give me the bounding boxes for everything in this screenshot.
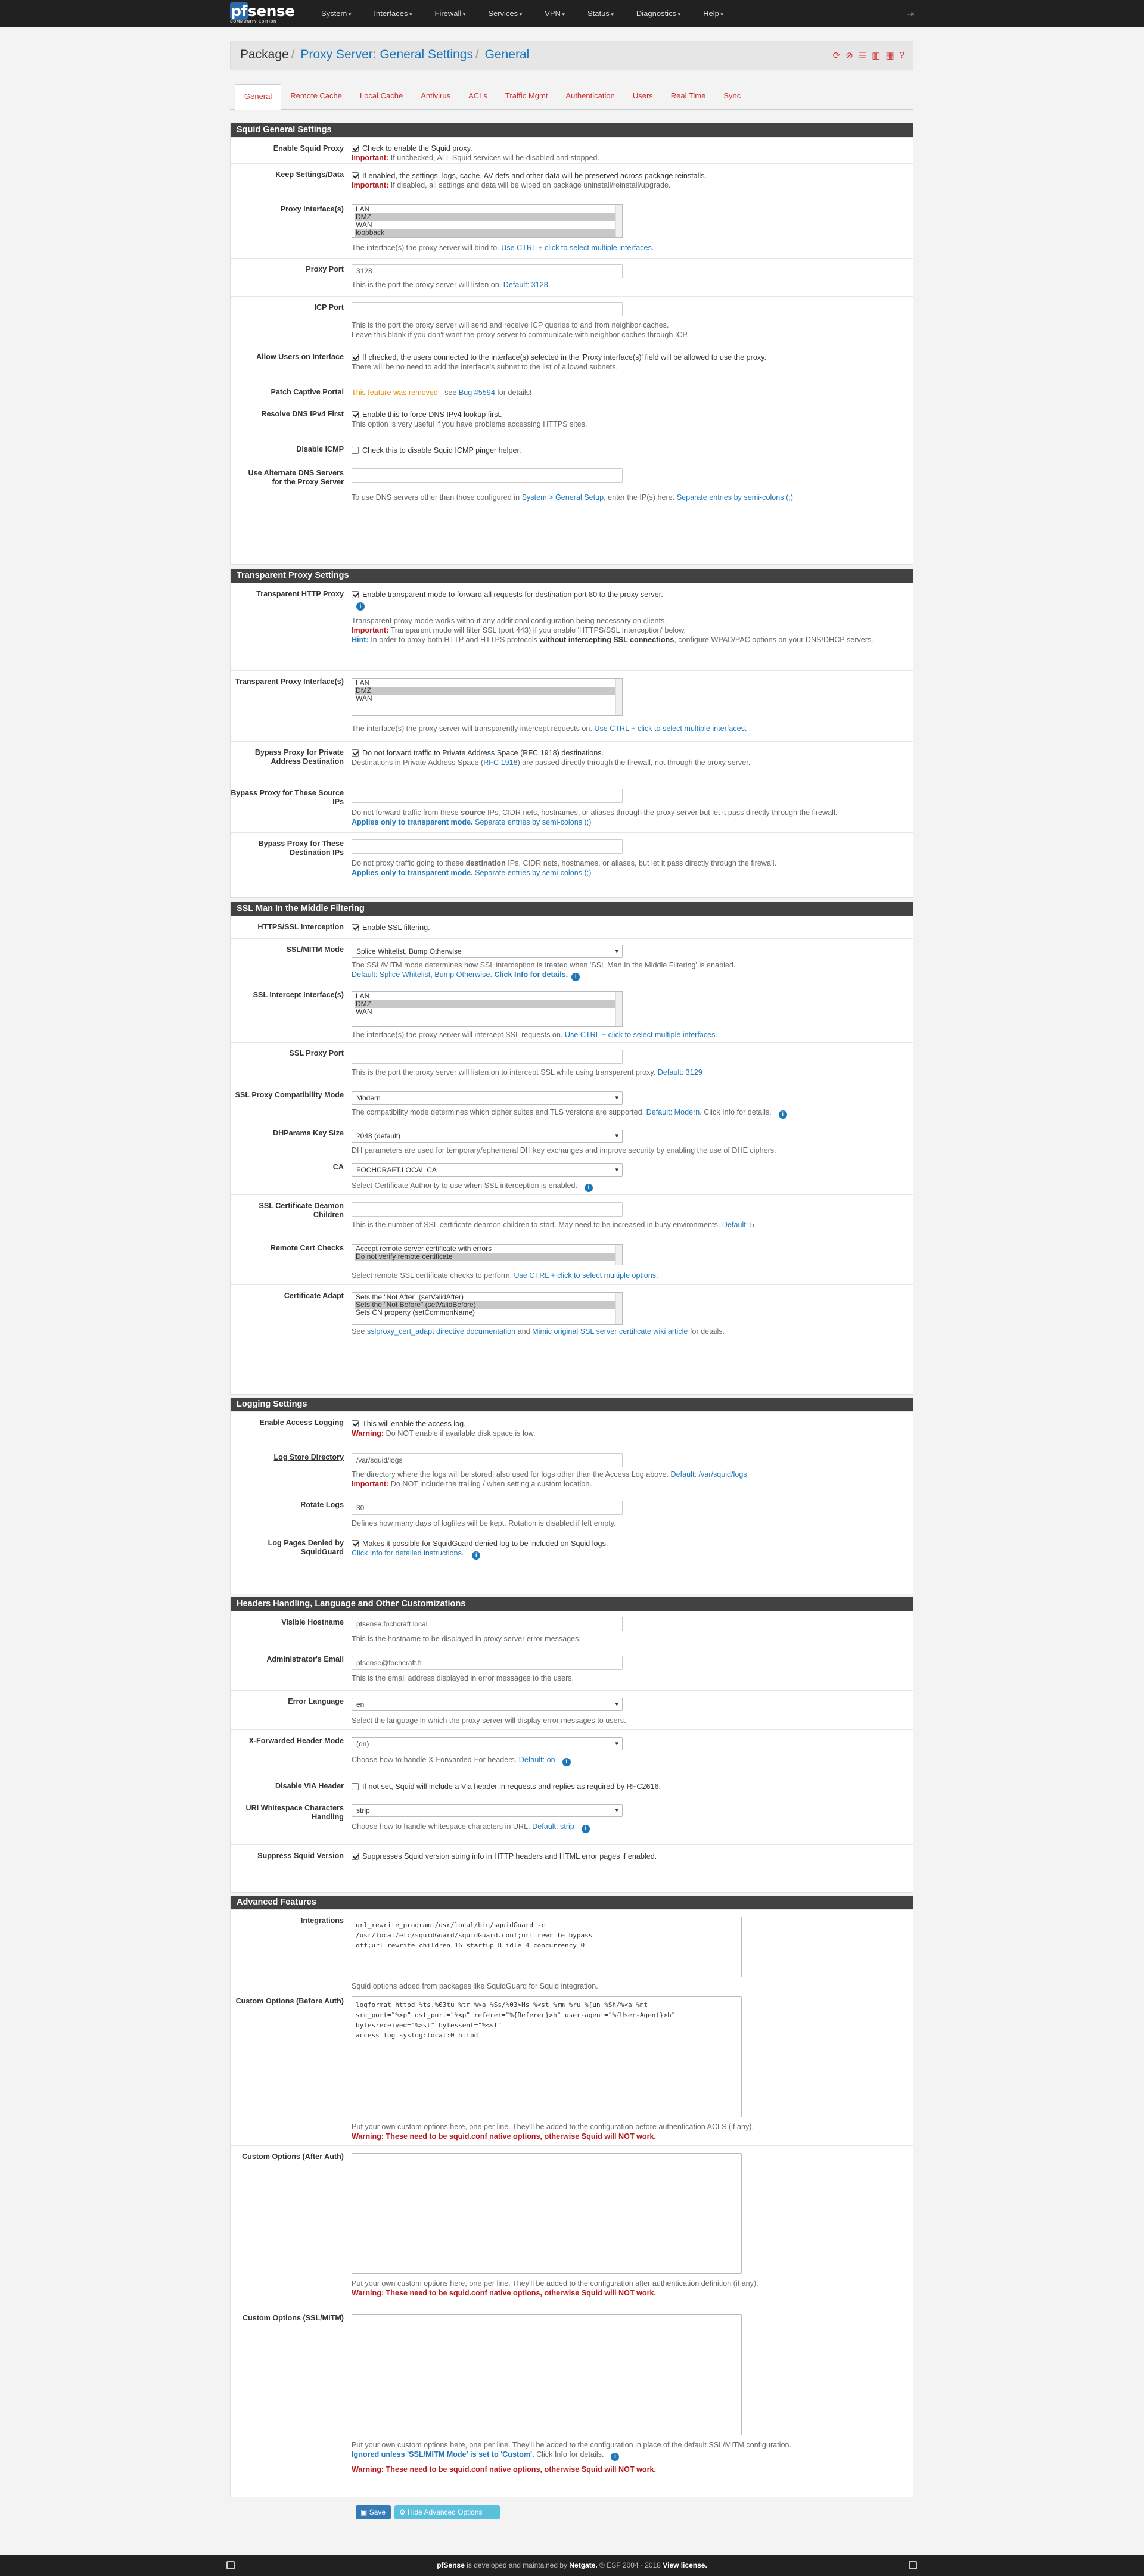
tab-general[interactable]: General: [235, 84, 281, 110]
breadcrumb-general[interactable]: General: [484, 48, 530, 61]
bypass-source-input[interactable]: [352, 789, 623, 803]
proxy-interfaces-select[interactable]: LAN DMZ WAN loopback: [352, 204, 623, 238]
suppress-version-checkbox[interactable]: [352, 1853, 359, 1860]
transparent-http-checkbox[interactable]: [352, 591, 359, 598]
pfsense-logo[interactable]: pfsense COMMUNITY EDITION: [230, 2, 295, 24]
hide-advanced-button[interactable]: ⚙ Hide Advanced Options: [394, 2505, 500, 2519]
ssl-interfaces-select[interactable]: LAN DMZ WAN: [352, 991, 623, 1027]
ssl-port-input[interactable]: [352, 1050, 623, 1064]
log-directory-input[interactable]: /var/squid/logs: [352, 1453, 623, 1467]
integrations-textarea[interactable]: url_rewrite_program /usr/local/bin/squidGuard -c /usr/local/etc/squidGuard/squidGuard.conf;url_rewrite_bypass off;url_rewrite_children 16 startup=8 idle=4 concurrency=0: [352, 1917, 742, 1977]
sliders-icon[interactable]: ☰: [858, 51, 867, 61]
gear-icon: ⚙: [399, 2508, 406, 2516]
save-icon: ▣: [360, 2508, 368, 2516]
footer: pfSense is developed and maintained by Netgate. © ESF 2004 - 2018 View license.: [0, 2555, 1144, 2576]
tab-authentication[interactable]: Authentication: [565, 91, 615, 100]
panel-header: Squid General Settings: [231, 123, 913, 137]
info-icon[interactable]: i: [571, 973, 580, 981]
netgate-footer-icon: [909, 2561, 917, 2569]
info-icon[interactable]: i: [779, 1110, 787, 1119]
tab-users[interactable]: Users: [632, 91, 653, 100]
log-denied-checkbox[interactable]: [352, 1540, 359, 1547]
menu-diagnostics[interactable]: Diagnostics ▾: [625, 0, 692, 27]
panel-headers: Headers Handling, Language and Other Customizations Visible Hostname pfsense.fochcraft.local This is the hostname to be displayed in proxy server error messages. Administrator's Email pfsense@fochcraft.fr This is the email address displayed in error messages to the users. Error Language en ▾ Select the language in which the proxy server will display error messages to users. X-Forwarded Header Mode (on) ▾ Choose how to handle X-Forwarded-For headers. Default: on i Disable VIA Header If not set, Squid will include a Via header in requests and replies as required by RFC2616. URI Whitespace Characters Handling strip ▾ Choose how to handle whitespace characters in URL. Default: strip i Suppress Squid Version Suppresses Squid version string info in HTTP headers and HTML error pages if enabled.: [230, 1597, 913, 1893]
panel-transparent: Transparent Proxy Settings Transparent HTTP Proxy Enable transparent mode to forward all requests for destination port 80 to the proxy server. i Transparent proxy mode works without any additional configuration being necessary on clients. Important: Transparent mode will filter SSL (port 443) if you enable 'HTTPS/SSL Interception' below. Hint: In order to proxy both HTTP and HTTPS protocols without intercepting SSL connections, configure WPAD/PAC options on your DNS/DHCP servers. Transparent Proxy Interface(s) LAN DMZ WAN The interface(s) the proxy server will transparently intercept requests on. Use CTRL + click to select multiple interfaces. Bypass Proxy for Private Address Destination Do not forward traffic to Private Address Space (RFC 1918) destinations. Destinations in Private Address Space (RFC 1918) are passed directly through the firewall, not through the proxy server. Bypass Proxy for These Source IPs Do not forward traffic from these source IPs, CIDR nets, hostnames, or aliases through the proxy server but let it pass directly through the firewall. Applies only to transparent mode. Separate entries by semi-colons (;) Bypass Proxy for These Destination IPs Do not proxy traffic going to these destination IPs, CIDR nets, hostnames, or aliases, but let it pass directly through the firewall. Applies only to transparent mode. Separate entries by semi-colons (;): [230, 569, 913, 898]
tab-bar: [230, 84, 913, 110]
chart-icon[interactable]: ▥: [872, 51, 881, 61]
ssl-daemon-children-input[interactable]: [352, 1202, 623, 1217]
resolve-ipv4-checkbox[interactable]: [352, 411, 359, 418]
logout-icon[interactable]: ⇥: [907, 9, 914, 18]
panel-ssl: SSL Man In the Middle Filtering HTTPS/SSL Interception Enable SSL filtering. SSL/MITM Mode Splice Whitelist, Bump Otherwise ▾ The SSL/MITM mode determines how SSL interception is treated when 'SSL Man In the Middle Filtering' is enabled. Default: Splice Whitelist, Bump Otherwise. Click Info for details. i SSL Intercept Interface(s) LAN DMZ WAN The interface(s) the proxy server will intercept SSL requests on. Use CTRL + click to select multiple interfaces. SSL Proxy Port This is the port the proxy server will listen on to intercept SSL while using transparent proxy. Default: 3129 SSL Proxy Compatibility Mode Modern ▾ The compatibility mode determines which cipher suites and TLS versions are supported. Default: Modern. Click Info for details. i DHParams Key Size 2048 (default) ▾ DH parameters are used for temporary/ephemeral DH key exchanges and improve security by enabling the use of DHE ciphers. CA FOCHCRAFT.LOCAL CA ▾ Select Certificate Authority to use when SSL interception is enabled. i SSL Certificate Deamon Children This is the number of SSL certificate deamon children to start. May need to be increased in busy environments. Default: 5 Remote Cert Checks Accept remote server certificate with errors Do not verify remote certificate Select remote SSL certificate checks to perform. Use CTRL + click to select multiple options. Certificate Adapt Sets the "Not After" (setValidAfter) Sets the "Not Before" (setValidBefore) Sets CN property (setCommonName) See sslproxy_cert_adapt directive documentation and Mimic original SSL server certificate wiki article for details.: [230, 902, 913, 1395]
reload-icon[interactable]: ⟳: [832, 51, 841, 61]
proxy-port-input[interactable]: 3128: [352, 264, 623, 278]
panel-advanced: Advanced Features Integrations url_rewrite_program /usr/local/bin/squidGuard -c /usr/local/etc/squidGuard/squidGuard.conf;url_rewrite_bypass off;url_rewrite_children 16 startup=8 idle=4 concurrency=0 Squid options added from packages like SquidGuard for Squid integration. Custom Options (Before Auth) logformat httpd %ts.%03tu %tr %>a %Ss/%03>Hs %<st %rm %ru %[un %Sh/%<a %mt src_port="%>p" dst_port="%<p" referer="%{Referer}>h" user-agent="%{User-Agent}>h" bytesreceived="%>st" bytessent="%<st" access_log syslog:local:0 httpd Put your own custom options here, one per line. They'll be added to the configuration before authentication ACLS (if any). Warning: These need to be squid.conf native options, otherwise Squid will NOT work. Custom Options (After Auth) Put your own custom options here, one per line. They'll be added to the configuration after authentication definition (if any). Warning: These need to be squid.conf native options, otherwise Squid will NOT work. Custom Options (SSL/MITM) Put your own custom options here, one per line. They'll be added to the configuration in place of the default SSL/MITM configuration. Ignored unless 'SSL/MITM Mode' is set to 'Custom'. Click Info for details. i Warning: These need to be squid.conf native options, otherwise Squid will NOT work.: [230, 1896, 913, 2497]
info-icon[interactable]: i: [582, 1825, 590, 1833]
menu-system[interactable]: System ▾: [310, 0, 362, 27]
restart-icon[interactable]: ⊘: [845, 51, 853, 61]
access-log-checkbox[interactable]: [352, 1420, 359, 1427]
x-forwarded-select[interactable]: (on) ▾: [352, 1737, 623, 1750]
breadcrumb-proxy-settings[interactable]: Proxy Server: General Settings: [300, 48, 473, 61]
help-icon[interactable]: ?: [899, 50, 904, 60]
custom-options-mitm-textarea[interactable]: [352, 2314, 742, 2435]
alternate-dns-input[interactable]: [352, 468, 623, 483]
bypass-private-checkbox[interactable]: [352, 749, 359, 757]
tab-antivirus[interactable]: Antivirus: [421, 91, 451, 100]
rotate-logs-input[interactable]: 30: [352, 1501, 623, 1515]
table-icon[interactable]: ▦: [885, 51, 894, 61]
disable-via-checkbox[interactable]: [352, 1783, 359, 1790]
visible-hostname-input[interactable]: pfsense.fochcraft.local: [352, 1617, 623, 1631]
tab-acls[interactable]: ACLs: [468, 91, 487, 100]
info-icon[interactable]: i: [562, 1758, 571, 1766]
dhparams-select[interactable]: 2048 (default) ▾: [352, 1130, 623, 1143]
panel-logging: Logging Settings Enable Access Logging This will enable the access log. Warning: Do NOT enable if available disk space is low. Log Store Directory /var/squid/logs The directory where the logs will be stored; also used for logs other than the Access Log above. Default: /var/squid/logs Important: Do NOT include the trailing / when setting a custom location. Rotate Logs 30 Defines how many days of logfiles will be kept. Rotation is disabled if left empty. Log Pages Denied by SquidGuard Makes it possible for SquidGuard denied log to be included on Squid logs. Click Info for detailed instructions. i: [230, 1398, 913, 1594]
panel-general: Squid General Settings Enable Squid Proxy Check to enable the Squid proxy. Important: If unchecked, ALL Squid services will be disabled and stopped. Keep Settings/Data If enabled, the settings, logs, cache, AV defs and other data will be preserved across package reinstalls. Important: If disabled, all settings and data will be wiped on package uninstall/reinstall/upgrade. Proxy Interface(s) LAN DMZ WAN loopback The interface(s) the proxy server will bind to. Use CTRL + click to select multiple interfaces. Proxy Port 3128 This is the port the proxy server will listen on. Default: 3128 ICP Port This is the port the proxy server will send and receive ICP queries to and from neighbor caches. Leave this blank if you don't want the proxy server to communicate with neighbor caches through ICP. Allow Users on Interface If checked, the users connected to the interface(s) selected in the 'Proxy interface(s)' field will be allowed to use the proxy. There will be no need to add the interface's subnet to the list of allowed subnets. Patch Captive Portal This feature was removed - see Bug #5594 for details! Resolve DNS IPv4 First Enable this to force DNS IPv4 lookup first. This option is very useful if you have problems accessing HTTPS sites. Disable ICMP Check this to disable Squid ICMP pinger helper. Use Alternate DNS Servers for the Proxy Server To use DNS servers other than those configured in System > General Setup, enter the IP(s) here. Separate entries by semi-colons (;): [230, 123, 913, 565]
info-icon[interactable]: i: [472, 1551, 480, 1560]
ca-select[interactable]: FOCHCRAFT.LOCAL CA ▾: [352, 1163, 623, 1177]
top-navbar: [0, 0, 1144, 27]
menu-firewall[interactable]: Firewall ▾: [424, 0, 477, 27]
remote-cert-checks-select[interactable]: Accept remote server certificate with errors Do not verify remote certificate: [352, 1244, 623, 1265]
icp-port-input[interactable]: [352, 302, 623, 316]
info-icon[interactable]: i: [611, 2453, 619, 2461]
menu-services[interactable]: Services ▾: [477, 0, 533, 27]
bypass-destination-input[interactable]: [352, 839, 623, 854]
tab-real-time[interactable]: Real Time: [670, 91, 706, 100]
allow-users-checkbox[interactable]: [352, 354, 359, 361]
menu-help[interactable]: Help ▾: [692, 0, 735, 27]
view-license-link[interactable]: View license.: [663, 2561, 707, 2569]
uri-whitespace-select[interactable]: strip ▾: [352, 1804, 623, 1817]
tab-sync[interactable]: Sync: [723, 91, 741, 100]
pfsense-footer-icon: [226, 2561, 235, 2569]
ssl-compat-select[interactable]: Modern ▾: [352, 1091, 623, 1105]
tab-traffic-mgmt[interactable]: Traffic Mgmt: [505, 91, 548, 100]
ssl-mitm-mode-select[interactable]: Splice Whitelist, Bump Otherwise ▾: [352, 945, 623, 958]
ssl-interception-checkbox[interactable]: [352, 924, 359, 931]
error-language-select[interactable]: en ▾: [352, 1698, 623, 1711]
breadcrumb: Package / Proxy Server: General Settings / General ⟳ ⊘ ☰ ▥ ▦ ?: [230, 41, 913, 70]
disable-icmp-checkbox[interactable]: [352, 447, 359, 454]
certificate-adapt-select[interactable]: Sets the "Not After" (setValidAfter) Sets the "Not Before" (setValidBefore) Sets CN property (setCommonName): [352, 1292, 623, 1325]
transparent-interfaces-select[interactable]: LAN DMZ WAN: [352, 678, 623, 716]
menu-vpn[interactable]: VPN ▾: [533, 0, 576, 27]
custom-options-before-textarea[interactable]: logformat httpd %ts.%03tu %tr %>a %Ss/%03>Hs %<st %rm %ru %[un %Sh/%<a %mt src_port="%>p" dst_port="%<p" referer="%{Referer}>h" user-agent="%{User-Agent}>h" bytesreceived="%>st" bytessent="%<st" access_log syslog:local:0 httpd: [352, 1996, 742, 2117]
custom-options-after-textarea[interactable]: [352, 2153, 742, 2274]
admin-email-input[interactable]: pfsense@fochcraft.fr: [352, 1656, 623, 1670]
enable-squid-checkbox[interactable]: [352, 145, 359, 152]
info-icon[interactable]: i: [585, 1184, 593, 1192]
tab-local-cache[interactable]: Local Cache: [359, 91, 403, 100]
breadcrumb-root: Package: [240, 48, 289, 61]
keep-settings-checkbox[interactable]: [352, 172, 359, 179]
info-icon[interactable]: i: [356, 602, 365, 611]
menu-status[interactable]: Status ▾: [576, 0, 625, 27]
menu-interfaces[interactable]: Interfaces ▾: [362, 0, 423, 27]
save-button[interactable]: ▣ Save: [356, 2505, 391, 2519]
tab-remote-cache[interactable]: Remote Cache: [290, 91, 342, 100]
